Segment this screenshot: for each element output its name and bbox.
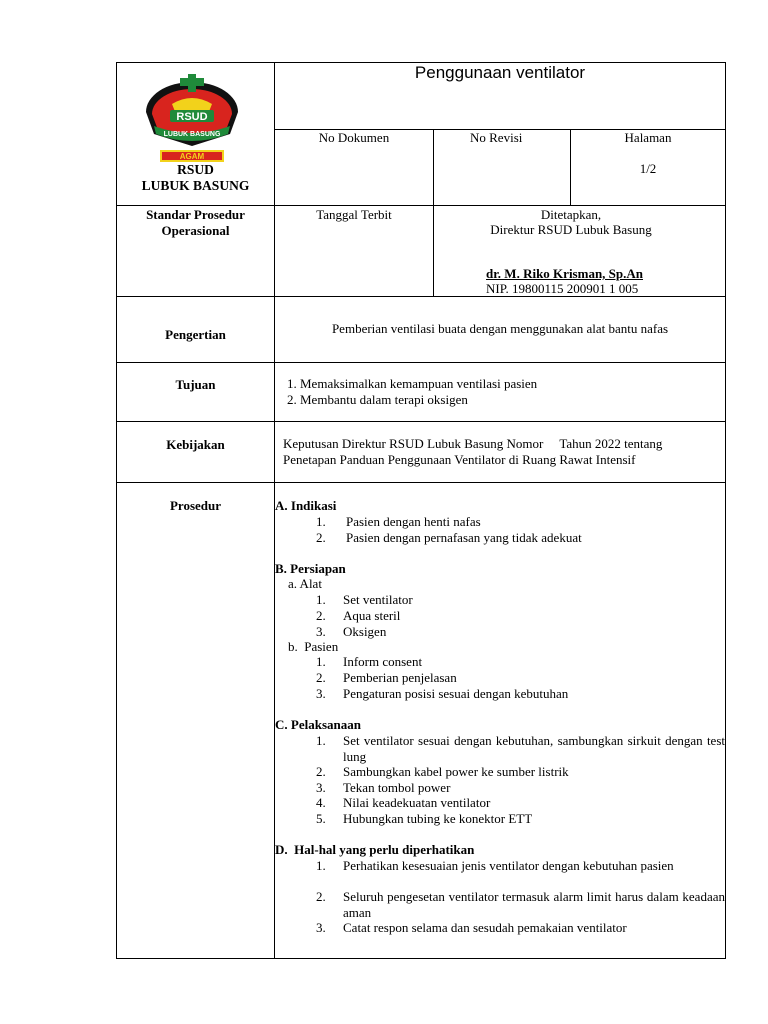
no-dokumen-label: No Dokumen — [318, 130, 390, 145]
kebijakan-line2: Penetapan Panduan Penggunaan Ventilator di Ruang Rawat Intensif — [283, 451, 636, 467]
list-item: 3. Pengaturan posisi sesuai dengan kebutuhan — [316, 686, 569, 701]
tujuan-item: 2. Membantu dalam terapi oksigen — [287, 391, 468, 407]
list-item: 2. Seluruh pengesetan ventilator termasuk alarm limit harus dalam keadaan aman — [316, 889, 725, 920]
list-item: 3. Oksigen — [316, 624, 387, 639]
halaman-value: 1/2 — [639, 161, 657, 176]
signer-nip: NIP. 19800115 200901 1 005 — [486, 281, 639, 296]
list-item: 5. Hubungkan tubing ke konektor ETT — [316, 811, 533, 826]
prosedur-label: Prosedur — [169, 498, 222, 513]
list-item: 1. Set ventilator sesuai dengan kebutuhan, sambungkan sirkuit dengan test lung — [316, 733, 725, 764]
sub-heading-alat: a. Alat — [288, 576, 322, 591]
list-item: 4. Nilai keadekuatan ventilator — [316, 795, 491, 810]
list-item: 1. Pasien dengan henti nafas — [316, 514, 481, 529]
kebijakan-text — [283, 436, 725, 467]
logo-ribbon-text: RSUD — [176, 111, 208, 123]
list-item: 2. Pasien dengan pernafasan yang tidak adekuat — [316, 530, 582, 545]
list-item: 2. Sambungkan kabel power ke sumber listrik — [316, 764, 569, 779]
page-title: Penggunaan ventilator — [414, 63, 586, 82]
tujuan-list — [287, 376, 717, 407]
list-item: 1. Inform consent — [316, 654, 423, 669]
kebijakan-line1: Keputusan Direktur RSUD Lubuk Basung Nomor Tahun 2022 tentang — [283, 436, 663, 451]
pengertian-label: Pengertian — [165, 327, 226, 342]
hospital-logo — [142, 74, 242, 164]
tanggal-terbit-label: Tanggal Terbit — [316, 207, 392, 222]
pengertian-text: Pemberian ventilasi buata dengan menggunakan alat bantu nafas — [331, 321, 669, 336]
halaman-label: Halaman — [624, 130, 672, 145]
direktur-text: Direktur RSUD Lubuk Basung — [490, 222, 652, 237]
list-item: 1. Perhatikan kesesuaian jenis ventilator dengan kebutuhan pasien — [316, 858, 674, 873]
list-item: 2. Aqua steril — [316, 608, 401, 623]
sub-heading-pasien: b. Pasien — [288, 639, 339, 654]
section-a-title: A. Indikasi — [275, 498, 337, 513]
hospital-name — [117, 162, 274, 193]
kebijakan-label: Kebijakan — [166, 437, 225, 452]
section-d-title: D. Hal-hal yang perlu diperhatikan — [275, 842, 475, 857]
ditetapkan-text: Ditetapkan, — [540, 207, 602, 222]
list-item: 3. Tekan tombol power — [316, 780, 451, 795]
tujuan-label: Tujuan — [175, 377, 216, 392]
sop-label: Standar Prosedur Operasional — [146, 207, 245, 238]
list-item: 2. Pemberian penjelasan — [316, 670, 457, 685]
section-c-title: C. Pelaksanaan — [275, 717, 361, 732]
logo-bottom-text: AGAM — [179, 152, 205, 161]
list-item: 3. Catat respon selama dan sesudah pemakaian ventilator — [316, 920, 627, 935]
list-item: 1. Set ventilator — [316, 592, 413, 607]
signer-name: dr. M. Riko Krisman, Sp.An — [486, 266, 643, 281]
no-revisi-label: No Revisi — [470, 130, 523, 145]
tujuan-item: 1. Memaksimalkan kemampuan ventilasi pasien — [287, 376, 538, 391]
section-b-title: B. Persiapan — [275, 561, 346, 576]
logo-banner-text: LUBUK BASUNG — [163, 131, 221, 138]
hospital-name-line1: RSUD — [177, 162, 214, 177]
hospital-name-line2: LUBUK BASUNG — [141, 177, 250, 193]
